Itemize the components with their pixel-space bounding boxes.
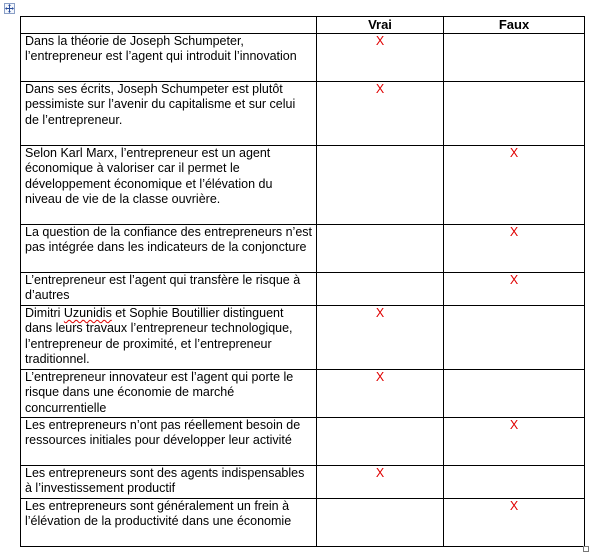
answer-mark-icon: X bbox=[375, 34, 385, 48]
vrai-cell bbox=[317, 225, 444, 273]
table-row bbox=[21, 306, 585, 370]
vrai-cell bbox=[317, 273, 444, 306]
table-resize-handle[interactable] bbox=[583, 546, 589, 552]
table-row bbox=[21, 146, 585, 225]
answer-mark-icon: X bbox=[509, 499, 519, 513]
faux-cell bbox=[444, 225, 585, 273]
vrai-cell bbox=[317, 418, 444, 466]
answer-mark-icon: X bbox=[509, 273, 519, 287]
faux-cell bbox=[444, 499, 585, 547]
faux-cell bbox=[444, 466, 585, 499]
table-move-handle-icon[interactable] bbox=[4, 3, 15, 14]
faux-cell bbox=[444, 34, 585, 82]
vrai-cell bbox=[317, 146, 444, 225]
answer-mark-icon: X bbox=[509, 418, 519, 432]
true-false-table bbox=[20, 16, 585, 547]
vrai-cell bbox=[317, 82, 444, 146]
answer-mark-icon: X bbox=[375, 466, 385, 480]
table-row bbox=[21, 225, 585, 273]
header-faux: Faux bbox=[444, 17, 585, 34]
statement-cell: Dans la théorie de Joseph Schumpeter, l’entrepreneur est l’agent qui introduit l’innovation bbox=[21, 34, 317, 82]
statement-text: et Sophie Boutillier distinguent dans leurs travaux l’entrepreneur technologique, l’entrepreneur de proximité, et l’entrepreneur traditionnel. bbox=[25, 306, 293, 366]
statement-cell: Les entrepreneurs n’ont pas réellement besoin de ressources initiales pour développer leur activité bbox=[21, 418, 317, 466]
header-row bbox=[21, 17, 585, 34]
answer-mark-icon: X bbox=[375, 82, 385, 96]
table-row bbox=[21, 418, 585, 466]
faux-cell bbox=[444, 273, 585, 306]
table-row bbox=[21, 466, 585, 499]
vrai-cell bbox=[317, 306, 444, 370]
answer-mark-icon: X bbox=[509, 225, 519, 239]
faux-cell bbox=[444, 146, 585, 225]
header-vrai: Vrai bbox=[317, 17, 444, 34]
table-row bbox=[21, 370, 585, 418]
vrai-cell bbox=[317, 34, 444, 82]
faux-cell bbox=[444, 370, 585, 418]
answer-mark-icon: X bbox=[375, 370, 385, 384]
statement-cell: La question de la confiance des entrepreneurs n’est pas intégrée dans les indicateurs de la conjoncture bbox=[21, 225, 317, 273]
answer-mark-icon: X bbox=[375, 306, 385, 320]
misspelled-name: Uzunidis bbox=[63, 306, 112, 320]
faux-cell bbox=[444, 306, 585, 370]
statement-cell bbox=[21, 306, 317, 370]
statement-cell: Les entrepreneurs sont généralement un frein à l’élévation de la productivité dans une économie bbox=[21, 499, 317, 547]
faux-cell bbox=[444, 418, 585, 466]
answer-mark-icon: X bbox=[509, 146, 519, 160]
faux-cell bbox=[444, 82, 585, 146]
statement-cell: Selon Karl Marx, l’entrepreneur est un agent économique à valoriser car il permet le développement économique et l’élévation du niveau de vie de la classe ouvrière. bbox=[21, 146, 317, 225]
statement-text: Dimitri bbox=[25, 306, 64, 320]
table-row bbox=[21, 499, 585, 547]
table-row bbox=[21, 34, 585, 82]
statement-cell: Les entrepreneurs sont des agents indispensables à l’investissement productif bbox=[21, 466, 317, 499]
statement-cell: L’entrepreneur innovateur est l’agent qui porte le risque dans une économie de marché concurrentielle bbox=[21, 370, 317, 418]
table-row bbox=[21, 82, 585, 146]
header-statement bbox=[21, 17, 317, 34]
statement-cell: L’entrepreneur est l’agent qui transfère le risque à d’autres bbox=[21, 273, 317, 306]
vrai-cell bbox=[317, 370, 444, 418]
table-row bbox=[21, 273, 585, 306]
vrai-cell bbox=[317, 499, 444, 547]
statement-cell: Dans ses écrits, Joseph Schumpeter est plutôt pessimiste sur l’avenir du capitalisme et sur celui de l’entrepreneur. bbox=[21, 82, 317, 146]
vrai-cell bbox=[317, 466, 444, 499]
